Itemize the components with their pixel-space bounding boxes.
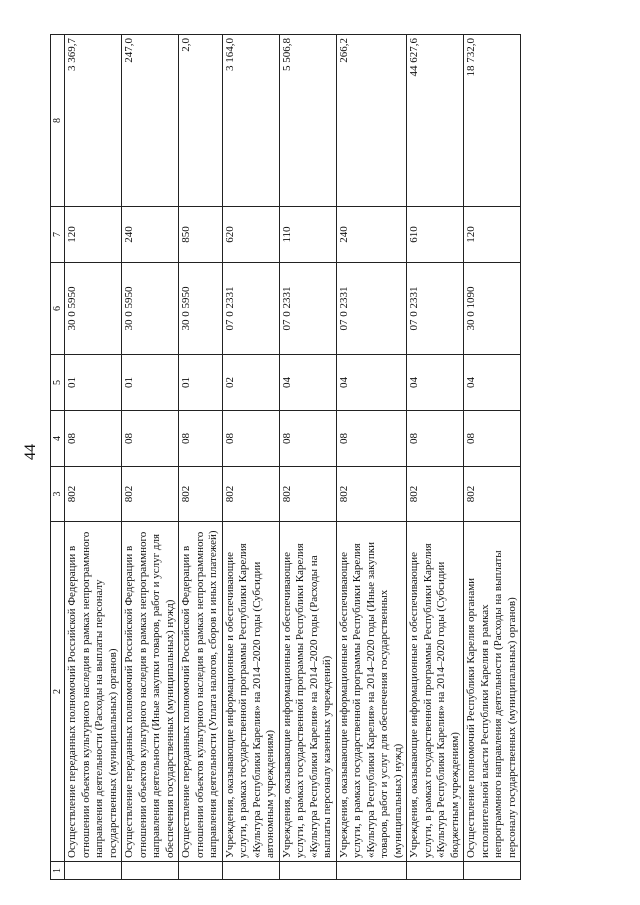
section-cell: 08 [336,411,407,467]
table-row [65,35,122,880]
row-number-cell [407,862,464,880]
row-number-cell [179,862,223,880]
expense-description-cell: Осуществление полномочий Республики Карелия органами исполнительной власти Республики Карелия в рамках непрограммного направления деятельности (Расходы на выплаты персоналу государственных (муниципальных) органов) [464,522,521,862]
amount-cell: 5 506,8 [279,35,336,207]
table-row [336,35,407,880]
column-header: 5 [51,355,65,411]
section-cell: 08 [222,411,279,467]
expense-description-cell: Осуществление переданных полномочий Российской Федерации в отношении объектов культурного наследия в рамках непрограммного направления деятельности (Уплата налогов, сборов и иных платежей) [179,522,223,862]
subsection-cell: 04 [407,355,464,411]
target-article-cell: 30 0 5950 [122,263,179,355]
row-number-cell [336,862,407,880]
row-number-cell [222,862,279,880]
amount-cell: 3 369,7 [65,35,122,207]
amount-cell: 247,0 [122,35,179,207]
page-number: 44 [22,444,39,460]
table-row [407,35,464,880]
expense-description-cell: Осуществление переданных полномочий Российской Федерации в отношении объектов культурного наследия в рамках непрограммного направления деятельности (Расходы на выплаты персоналу государственных (муниципальных) органов) [65,522,122,862]
subsection-cell: 01 [122,355,179,411]
column-header: 1 [51,862,65,880]
amount-cell: 44 627,6 [407,35,464,207]
grbs-cell: 802 [179,467,223,522]
column-header: 4 [51,411,65,467]
column-header: 7 [51,207,65,263]
target-article-cell: 30 0 5950 [65,263,122,355]
row-number-cell [279,862,336,880]
expense-type-cell: 120 [464,207,521,263]
expense-description-cell: Учреждения, оказывающие информационные и обеспечивающие услуги, в рамках государственной программы Республики Карелия «Культура Республики Карелия» на 2014–2020 годы (Иные закупки товаров, работ и услуг для обеспечения государственных (муниципальных) нужд) [336,522,407,862]
table-row [279,35,336,880]
expense-description-cell: Учреждения, оказывающие информационные и обеспечивающие услуги, в рамках государственной программы Республики Карелия «Культура Республики Карелия» на 2014–2020 годы (Расходы на выплаты персоналу казенных учреждений) [279,522,336,862]
target-article-cell: 07 0 2331 [222,263,279,355]
table-row [179,35,223,880]
expense-type-cell: 850 [179,207,223,263]
expense-description-cell: Осуществление переданных полномочий Российской Федерации в отношении объектов культурного наследия в рамках непрограммного направления деятельности (Иные закупки товаров, работ и услуг для обеспечения государственных (муниципальных) нужд) [122,522,179,862]
target-article-cell: 07 0 2331 [279,263,336,355]
expense-description-cell: Учреждения, оказывающие информационные и обеспечивающие услуги, в рамках государственной программы Республики Карелия «Культура Республики Карелия» на 2014–2020 годы (Субсидии автономным учреждениям) [222,522,279,862]
column-header: 8 [51,35,65,207]
expense-type-cell: 110 [279,207,336,263]
expense-type-cell: 120 [65,207,122,263]
table-header-row [51,35,65,880]
subsection-cell: 04 [464,355,521,411]
expense-type-cell: 240 [336,207,407,263]
rotated-table-container [50,35,615,880]
section-cell: 08 [464,411,521,467]
row-number-cell [464,862,521,880]
grbs-cell: 802 [336,467,407,522]
grbs-cell: 802 [407,467,464,522]
section-cell: 08 [179,411,223,467]
amount-cell: 3 164,0 [222,35,279,207]
subsection-cell: 04 [336,355,407,411]
table-row [464,35,521,880]
subsection-cell: 02 [222,355,279,411]
row-number-cell [65,862,122,880]
target-article-cell: 30 0 1090 [464,263,521,355]
section-cell: 08 [407,411,464,467]
target-article-cell: 30 0 5950 [179,263,223,355]
target-article-cell: 07 0 2331 [407,263,464,355]
expense-type-cell: 620 [222,207,279,263]
table-row [122,35,179,880]
table-row [222,35,279,880]
subsection-cell: 01 [179,355,223,411]
grbs-cell: 802 [222,467,279,522]
subsection-cell: 01 [65,355,122,411]
amount-cell: 266,2 [336,35,407,207]
grbs-cell: 802 [464,467,521,522]
section-cell: 08 [65,411,122,467]
column-header: 6 [51,263,65,355]
section-cell: 08 [122,411,179,467]
row-number-cell [122,862,179,880]
section-cell: 08 [279,411,336,467]
amount-cell: 2,0 [179,35,223,207]
column-header: 3 [51,467,65,522]
grbs-cell: 802 [122,467,179,522]
subsection-cell: 04 [279,355,336,411]
expense-description-cell: Учреждения, оказывающие информационные и обеспечивающие услуги, в рамках государственной программы Республики Карелия «Культура Республики Карелия» на 2014–2020 годы (Субсидии бюджетным учреждениям) [407,522,464,862]
grbs-cell: 802 [65,467,122,522]
budget-table [50,34,521,880]
column-header: 2 [51,522,65,862]
expense-type-cell: 610 [407,207,464,263]
expense-type-cell: 240 [122,207,179,263]
grbs-cell: 802 [279,467,336,522]
target-article-cell: 07 0 2331 [336,263,407,355]
amount-cell: 18 732,0 [464,35,521,207]
